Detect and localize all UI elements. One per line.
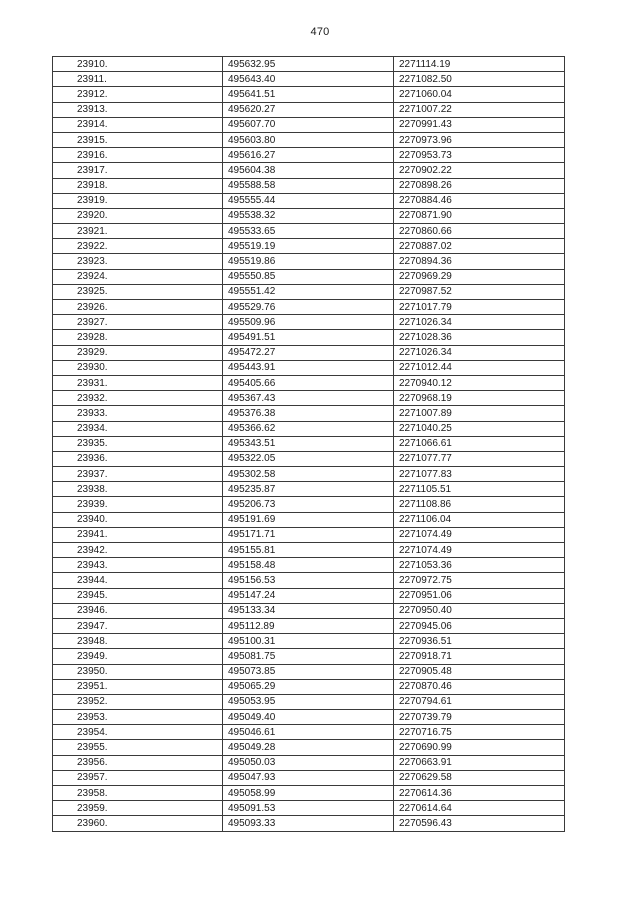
point-number-cell: 23943. — [53, 558, 223, 573]
x-coordinate-cell: 495550.85 — [223, 269, 394, 284]
x-coordinate-cell: 495519.86 — [223, 254, 394, 269]
point-number-cell: 23915. — [53, 132, 223, 147]
table-row — [53, 497, 565, 512]
table-row — [53, 102, 565, 117]
x-coordinate-cell: 495158.48 — [223, 558, 394, 573]
point-number-cell: 23940. — [53, 512, 223, 527]
x-coordinate-cell: 495047.93 — [223, 770, 394, 785]
y-coordinate-cell: 2271077.83 — [394, 467, 565, 482]
table-row — [53, 315, 565, 330]
y-coordinate-cell: 2271028.36 — [394, 330, 565, 345]
point-number-cell: 23916. — [53, 148, 223, 163]
x-coordinate-cell: 495472.27 — [223, 345, 394, 360]
y-coordinate-cell: 2270614.64 — [394, 801, 565, 816]
x-coordinate-cell: 495376.38 — [223, 406, 394, 421]
y-coordinate-cell: 2270614.36 — [394, 786, 565, 801]
x-coordinate-cell: 495405.66 — [223, 375, 394, 390]
y-coordinate-cell: 2270894.36 — [394, 254, 565, 269]
table-row — [53, 72, 565, 87]
table-row — [53, 300, 565, 315]
x-coordinate-cell: 495112.89 — [223, 618, 394, 633]
point-number-cell: 23914. — [53, 117, 223, 132]
x-coordinate-cell: 495643.40 — [223, 72, 394, 87]
point-number-cell: 23913. — [53, 102, 223, 117]
table-row — [53, 801, 565, 816]
y-coordinate-cell: 2271040.25 — [394, 421, 565, 436]
point-number-cell: 23922. — [53, 239, 223, 254]
x-coordinate-cell: 495171.71 — [223, 527, 394, 542]
x-coordinate-cell: 495081.75 — [223, 649, 394, 664]
y-coordinate-cell: 2270870.46 — [394, 679, 565, 694]
table-row — [53, 451, 565, 466]
y-coordinate-cell: 2270902.22 — [394, 163, 565, 178]
table-row — [53, 178, 565, 193]
table-row — [53, 543, 565, 558]
y-coordinate-cell: 2271012.44 — [394, 360, 565, 375]
table-row — [53, 588, 565, 603]
table-row — [53, 421, 565, 436]
point-number-cell: 23917. — [53, 163, 223, 178]
table-row — [53, 634, 565, 649]
point-number-cell: 23919. — [53, 193, 223, 208]
x-coordinate-cell: 495100.31 — [223, 634, 394, 649]
y-coordinate-cell: 2270945.06 — [394, 618, 565, 633]
y-coordinate-cell: 2271007.22 — [394, 102, 565, 117]
x-coordinate-cell: 495302.58 — [223, 467, 394, 482]
y-coordinate-cell: 2270716.75 — [394, 725, 565, 740]
point-number-cell: 23937. — [53, 467, 223, 482]
point-number-cell: 23946. — [53, 603, 223, 618]
table-row — [53, 816, 565, 831]
x-coordinate-cell: 495533.65 — [223, 224, 394, 239]
coordinate-table-body — [53, 57, 565, 832]
point-number-cell: 23923. — [53, 254, 223, 269]
y-coordinate-cell: 2270884.46 — [394, 193, 565, 208]
y-coordinate-cell: 2271105.51 — [394, 482, 565, 497]
table-row — [53, 694, 565, 709]
y-coordinate-cell: 2270969.29 — [394, 269, 565, 284]
y-coordinate-cell: 2270951.06 — [394, 588, 565, 603]
point-number-cell: 23935. — [53, 436, 223, 451]
table-row — [53, 148, 565, 163]
y-coordinate-cell: 2271082.50 — [394, 72, 565, 87]
x-coordinate-cell: 495133.34 — [223, 603, 394, 618]
y-coordinate-cell: 2270936.51 — [394, 634, 565, 649]
y-coordinate-cell: 2270887.02 — [394, 239, 565, 254]
y-coordinate-cell: 2270690.99 — [394, 740, 565, 755]
table-row — [53, 786, 565, 801]
y-coordinate-cell: 2270596.43 — [394, 816, 565, 831]
x-coordinate-cell: 495058.99 — [223, 786, 394, 801]
table-row — [53, 406, 565, 421]
x-coordinate-cell: 495046.61 — [223, 725, 394, 740]
point-number-cell: 23959. — [53, 801, 223, 816]
table-row — [53, 482, 565, 497]
point-number-cell: 23910. — [53, 57, 223, 72]
table-row — [53, 527, 565, 542]
x-coordinate-cell: 495191.69 — [223, 512, 394, 527]
y-coordinate-cell: 2270968.19 — [394, 391, 565, 406]
point-number-cell: 23926. — [53, 300, 223, 315]
y-coordinate-cell: 2270860.66 — [394, 224, 565, 239]
y-coordinate-cell: 2271074.49 — [394, 527, 565, 542]
table-row — [53, 603, 565, 618]
y-coordinate-cell: 2271106.04 — [394, 512, 565, 527]
table-row — [53, 269, 565, 284]
point-number-cell: 23912. — [53, 87, 223, 102]
x-coordinate-cell: 495343.51 — [223, 436, 394, 451]
point-number-cell: 23953. — [53, 710, 223, 725]
y-coordinate-cell: 2270940.12 — [394, 375, 565, 390]
point-number-cell: 23918. — [53, 178, 223, 193]
table-row — [53, 284, 565, 299]
table-row — [53, 239, 565, 254]
y-coordinate-cell: 2270905.48 — [394, 664, 565, 679]
y-coordinate-cell: 2270987.52 — [394, 284, 565, 299]
point-number-cell: 23944. — [53, 573, 223, 588]
point-number-cell: 23945. — [53, 588, 223, 603]
table-row — [53, 467, 565, 482]
point-number-cell: 23929. — [53, 345, 223, 360]
y-coordinate-cell: 2270953.73 — [394, 148, 565, 163]
x-coordinate-cell: 495156.53 — [223, 573, 394, 588]
y-coordinate-cell: 2270871.90 — [394, 208, 565, 223]
point-number-cell: 23921. — [53, 224, 223, 239]
point-number-cell: 23949. — [53, 649, 223, 664]
point-number-cell: 23954. — [53, 725, 223, 740]
table-row — [53, 679, 565, 694]
x-coordinate-cell: 495366.62 — [223, 421, 394, 436]
x-coordinate-cell: 495491.51 — [223, 330, 394, 345]
y-coordinate-cell: 2270950.40 — [394, 603, 565, 618]
point-number-cell: 23939. — [53, 497, 223, 512]
point-number-cell: 23957. — [53, 770, 223, 785]
y-coordinate-cell: 2271114.19 — [394, 57, 565, 72]
point-number-cell: 23927. — [53, 315, 223, 330]
table-row — [53, 436, 565, 451]
point-number-cell: 23925. — [53, 284, 223, 299]
table-row — [53, 770, 565, 785]
table-row — [53, 254, 565, 269]
point-number-cell: 23933. — [53, 406, 223, 421]
x-coordinate-cell: 495155.81 — [223, 543, 394, 558]
y-coordinate-cell: 2271060.04 — [394, 87, 565, 102]
point-number-cell: 23911. — [53, 72, 223, 87]
x-coordinate-cell: 495049.28 — [223, 740, 394, 755]
point-number-cell: 23948. — [53, 634, 223, 649]
x-coordinate-cell: 495091.53 — [223, 801, 394, 816]
coordinate-table — [52, 56, 565, 832]
point-number-cell: 23938. — [53, 482, 223, 497]
x-coordinate-cell: 495443.91 — [223, 360, 394, 375]
y-coordinate-cell: 2270794.61 — [394, 694, 565, 709]
x-coordinate-cell: 495538.32 — [223, 208, 394, 223]
table-row — [53, 224, 565, 239]
point-number-cell: 23924. — [53, 269, 223, 284]
x-coordinate-cell: 495322.05 — [223, 451, 394, 466]
x-coordinate-cell: 495620.27 — [223, 102, 394, 117]
y-coordinate-cell: 2270991.43 — [394, 117, 565, 132]
x-coordinate-cell: 495235.87 — [223, 482, 394, 497]
x-coordinate-cell: 495147.24 — [223, 588, 394, 603]
x-coordinate-cell: 495641.51 — [223, 87, 394, 102]
x-coordinate-cell: 495551.42 — [223, 284, 394, 299]
point-number-cell: 23950. — [53, 664, 223, 679]
y-coordinate-cell: 2270629.58 — [394, 770, 565, 785]
y-coordinate-cell: 2271066.61 — [394, 436, 565, 451]
x-coordinate-cell: 495367.43 — [223, 391, 394, 406]
table-row — [53, 740, 565, 755]
table-row — [53, 375, 565, 390]
x-coordinate-cell: 495093.33 — [223, 816, 394, 831]
y-coordinate-cell: 2270973.96 — [394, 132, 565, 147]
table-row — [53, 57, 565, 72]
y-coordinate-cell: 2271017.79 — [394, 300, 565, 315]
y-coordinate-cell: 2270918.71 — [394, 649, 565, 664]
point-number-cell: 23934. — [53, 421, 223, 436]
point-number-cell: 23947. — [53, 618, 223, 633]
table-row — [53, 558, 565, 573]
table-row — [53, 193, 565, 208]
x-coordinate-cell: 495632.95 — [223, 57, 394, 72]
table-row — [53, 664, 565, 679]
point-number-cell: 23931. — [53, 375, 223, 390]
x-coordinate-cell: 495588.58 — [223, 178, 394, 193]
table-row — [53, 573, 565, 588]
point-number-cell: 23955. — [53, 740, 223, 755]
table-row — [53, 345, 565, 360]
x-coordinate-cell: 495065.29 — [223, 679, 394, 694]
table-row — [53, 391, 565, 406]
x-coordinate-cell: 495603.80 — [223, 132, 394, 147]
table-row — [53, 360, 565, 375]
table-row — [53, 163, 565, 178]
y-coordinate-cell: 2271053.36 — [394, 558, 565, 573]
table-row — [53, 208, 565, 223]
x-coordinate-cell: 495073.85 — [223, 664, 394, 679]
table-row — [53, 512, 565, 527]
x-coordinate-cell: 495050.03 — [223, 755, 394, 770]
y-coordinate-cell: 2271026.34 — [394, 315, 565, 330]
point-number-cell: 23952. — [53, 694, 223, 709]
table-row — [53, 725, 565, 740]
x-coordinate-cell: 495529.76 — [223, 300, 394, 315]
table-row — [53, 618, 565, 633]
point-number-cell: 23941. — [53, 527, 223, 542]
point-number-cell: 23932. — [53, 391, 223, 406]
x-coordinate-cell: 495519.19 — [223, 239, 394, 254]
point-number-cell: 23958. — [53, 786, 223, 801]
y-coordinate-cell: 2271007.89 — [394, 406, 565, 421]
y-coordinate-cell: 2271077.77 — [394, 451, 565, 466]
y-coordinate-cell: 2270972.75 — [394, 573, 565, 588]
point-number-cell: 23960. — [53, 816, 223, 831]
table-row — [53, 117, 565, 132]
y-coordinate-cell: 2270898.26 — [394, 178, 565, 193]
table-row — [53, 710, 565, 725]
point-number-cell: 23928. — [53, 330, 223, 345]
x-coordinate-cell: 495509.96 — [223, 315, 394, 330]
y-coordinate-cell: 2270739.79 — [394, 710, 565, 725]
point-number-cell: 23920. — [53, 208, 223, 223]
point-number-cell: 23942. — [53, 543, 223, 558]
table-row — [53, 755, 565, 770]
point-number-cell: 23951. — [53, 679, 223, 694]
table-row — [53, 87, 565, 102]
table-row — [53, 132, 565, 147]
x-coordinate-cell: 495616.27 — [223, 148, 394, 163]
x-coordinate-cell: 495049.40 — [223, 710, 394, 725]
point-number-cell: 23956. — [53, 755, 223, 770]
x-coordinate-cell: 495555.44 — [223, 193, 394, 208]
y-coordinate-cell: 2271074.49 — [394, 543, 565, 558]
x-coordinate-cell: 495607.70 — [223, 117, 394, 132]
y-coordinate-cell: 2271108.86 — [394, 497, 565, 512]
table-row — [53, 649, 565, 664]
y-coordinate-cell: 2271026.34 — [394, 345, 565, 360]
page-number: 470 — [310, 26, 330, 38]
y-coordinate-cell: 2270663.91 — [394, 755, 565, 770]
point-number-cell: 23936. — [53, 451, 223, 466]
point-number-cell: 23930. — [53, 360, 223, 375]
x-coordinate-cell: 495053.95 — [223, 694, 394, 709]
x-coordinate-cell: 495604.38 — [223, 163, 394, 178]
table-row — [53, 330, 565, 345]
x-coordinate-cell: 495206.73 — [223, 497, 394, 512]
